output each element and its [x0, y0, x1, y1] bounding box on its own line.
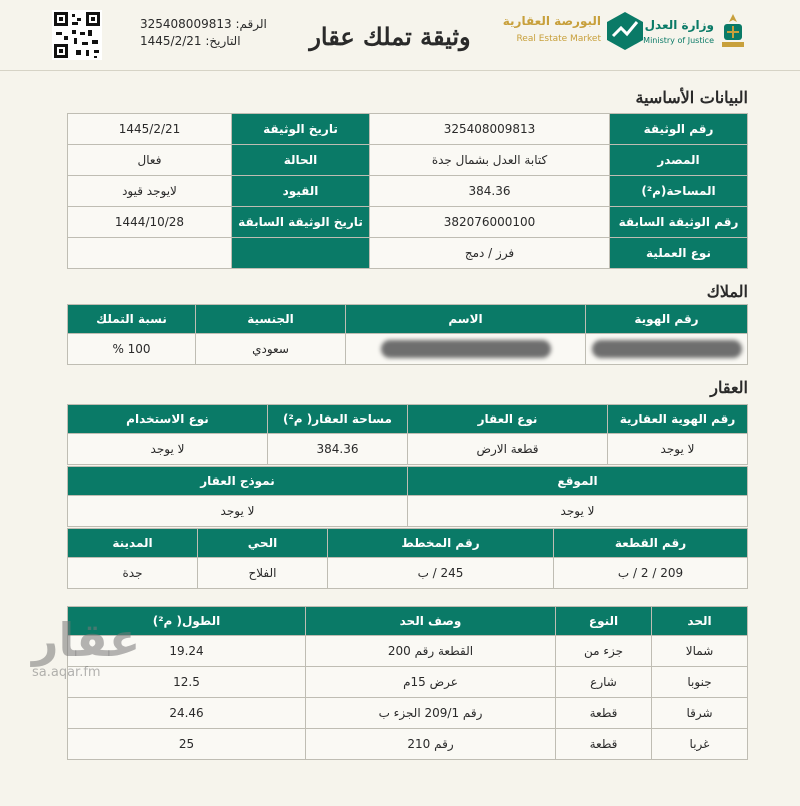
cell: رقم 210: [306, 729, 556, 760]
section-title-basic: البيانات الأساسية: [635, 88, 748, 107]
cell: شمالا: [652, 636, 748, 667]
property-table-2: [67, 466, 748, 527]
cell: عرض 15م: [306, 667, 556, 698]
cell: لا يوجد: [68, 496, 408, 527]
cell: قطعة الارض: [408, 434, 608, 465]
owner-share: 100 %: [68, 334, 196, 365]
table-header-row: [68, 467, 748, 496]
column-header: الاسم: [346, 305, 586, 334]
field-value: 382076000100: [370, 207, 610, 238]
table-row: [68, 207, 748, 238]
aqar-watermark: [32, 615, 140, 680]
column-header: رقم الهوية: [586, 305, 748, 334]
table-row: [68, 114, 748, 145]
cell: قطعة: [556, 729, 652, 760]
table-row: [68, 496, 748, 527]
column-header: الموقع: [408, 467, 748, 496]
column-header: الحد: [652, 607, 748, 636]
owner-nationality: سعودي: [196, 334, 346, 365]
redaction-mark: [592, 340, 742, 358]
document-meta: [140, 16, 267, 50]
number-value: 325408009813: [140, 17, 232, 31]
table-row: [68, 334, 748, 365]
page-title: وثيقة تملك عقار: [309, 22, 471, 51]
document-header: [0, 0, 800, 71]
table-header-row: [68, 529, 748, 558]
table-row: [68, 176, 748, 207]
cell: جدة: [68, 558, 198, 589]
property-table-1: [67, 404, 748, 465]
field-label: رقم الوثيقة السابقة: [610, 207, 748, 238]
table-header-row: [68, 405, 748, 434]
watermark-logo-text: عقار: [32, 613, 141, 667]
date-value: 1445/2/21: [140, 34, 202, 48]
field-label: رقم الوثيقة: [610, 114, 748, 145]
field-label: نوع العملية: [610, 238, 748, 269]
column-header: الجنسية: [196, 305, 346, 334]
field-value: 1445/2/21: [68, 114, 232, 145]
table-row: [68, 667, 748, 698]
cell: الفلاح: [198, 558, 328, 589]
field-value: فرز / دمج: [370, 238, 610, 269]
column-header: وصف الحد: [306, 607, 556, 636]
redacted-name: [346, 334, 586, 365]
moj-logo-en: Ministry of Justice: [643, 36, 714, 45]
cell: لا يوجد: [408, 496, 748, 527]
redaction-mark: [381, 340, 551, 358]
market-logo-ar: البورصة العقارية: [502, 14, 601, 28]
cell: شارع: [556, 667, 652, 698]
field-value-empty: [68, 238, 232, 269]
cell: رقم 209/1 الجزء ب: [306, 698, 556, 729]
column-header: رقم الهوية العقارية: [608, 405, 748, 434]
section-title-property: العقار: [710, 378, 748, 397]
table-header-row: [68, 607, 748, 636]
cell: 384.36: [268, 434, 408, 465]
column-header: المدينة: [68, 529, 198, 558]
column-header: الطول( م²): [68, 607, 306, 636]
qr-code-icon: [52, 10, 102, 60]
cell: القطعة رقم 200: [306, 636, 556, 667]
moj-logo-ar: وزارة العدل: [644, 18, 714, 32]
moj-emblem-icon: [718, 12, 748, 50]
field-label: القيود: [232, 176, 370, 207]
table-row: [68, 238, 748, 269]
table-row: [68, 698, 748, 729]
column-header: نوع الاستخدام: [68, 405, 268, 434]
column-header: مساحة العقار( م²): [268, 405, 408, 434]
column-header: النوع: [556, 607, 652, 636]
property-table-3: [67, 528, 748, 589]
column-header: نسبة التملك: [68, 305, 196, 334]
cell: 245 / ب: [328, 558, 554, 589]
owners-table: [67, 304, 748, 365]
watermark-url: sa.aqar.fm: [32, 665, 101, 680]
cell: غربا: [652, 729, 748, 760]
table-row: [68, 558, 748, 589]
cell: جزء من: [556, 636, 652, 667]
cell: 24.46: [68, 698, 306, 729]
field-label-empty: [232, 238, 370, 269]
table-row: [68, 434, 748, 465]
field-label: تاريخ الوثيقة السابقة: [232, 207, 370, 238]
cell: جنوبا: [652, 667, 748, 698]
ministry-of-justice-logo: [643, 12, 748, 52]
column-header: الحي: [198, 529, 328, 558]
column-header: نوع العقار: [408, 405, 608, 434]
table-row: [68, 729, 748, 760]
field-value: 384.36: [370, 176, 610, 207]
field-label: المساحة(م²): [610, 176, 748, 207]
cell: 12.5: [68, 667, 306, 698]
cell: قطعة: [556, 698, 652, 729]
field-value: فعال: [68, 145, 232, 176]
field-label: الحالة: [232, 145, 370, 176]
redacted-id: [586, 334, 748, 365]
field-label: المصدر: [610, 145, 748, 176]
number-label: الرقم:: [235, 17, 267, 31]
field-label: تاريخ الوثيقة: [232, 114, 370, 145]
cell: 19.24: [68, 636, 306, 667]
market-logo-icon: [605, 10, 645, 52]
field-value: 325408009813: [370, 114, 610, 145]
cell: 209 / 2 / ب: [554, 558, 748, 589]
borders-table: [67, 606, 748, 760]
column-header: رقم القطعة: [554, 529, 748, 558]
real-estate-market-logo: [502, 8, 645, 54]
cell: 25: [68, 729, 306, 760]
section-title-owners: الملاك: [706, 282, 748, 301]
basic-data-table: [67, 113, 748, 269]
cell: لا يوجد: [608, 434, 748, 465]
field-value: 1444/10/28: [68, 207, 232, 238]
table-row: [68, 636, 748, 667]
date-label: التاريخ:: [205, 34, 241, 48]
column-header: رقم المخطط: [328, 529, 554, 558]
market-logo-en: Real Estate Market: [516, 34, 601, 44]
field-value: لايوجد قيود: [68, 176, 232, 207]
cell: لا يوجد: [68, 434, 268, 465]
field-value: كتابة العدل بشمال جدة: [370, 145, 610, 176]
column-header: نموذج العقار: [68, 467, 408, 496]
cell: شرقا: [652, 698, 748, 729]
table-row: [68, 145, 748, 176]
table-header-row: [68, 305, 748, 334]
